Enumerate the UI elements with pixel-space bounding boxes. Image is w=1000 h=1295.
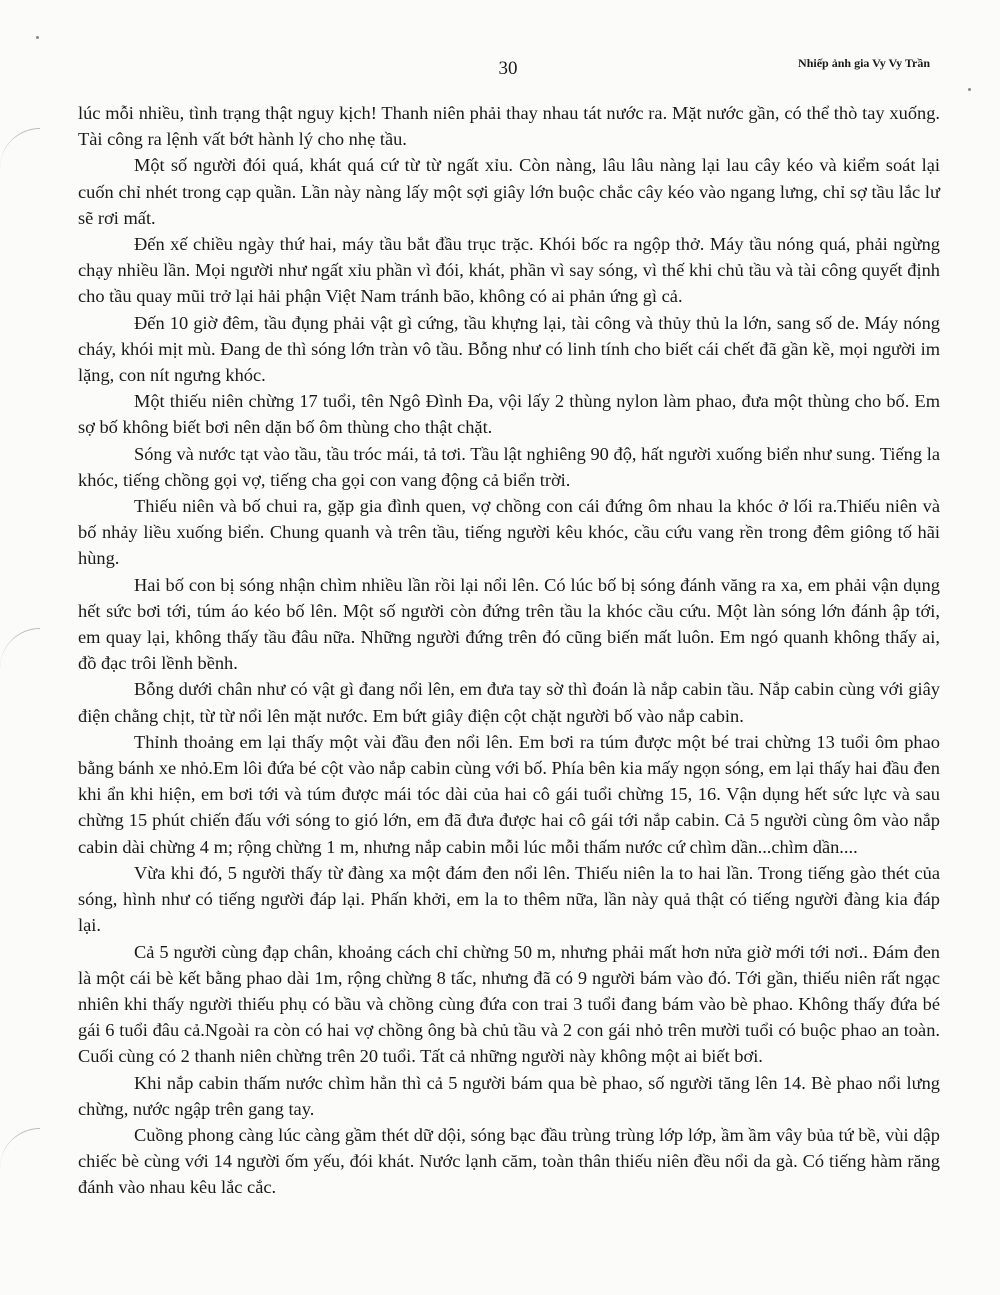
paragraph: Sóng và nước tạt vào tầu, tầu tróc mái, tả tơi. Tầu lật nghiêng 90 độ, hất người xuống biển như sung. Tiếng la khóc, tiếng chồng gọi vợ, tiếng cha gọi con vang động cả biển trời. bbox=[78, 443, 940, 490]
paragraph: Cả 5 người cùng đạp chân, khoảng cách chỉ chừng 50 m, nhưng phải mất hơn nửa giờ mới tới nơi.. Đám đen là một cái bè kết bằng phao dài 1m, rộng chừng 8 tấc, nhưng đã có 9 người bám vào đó. Tới gần, thiếu niên rất ngạc nhiên khi thấy người thiếu phụ có bầu và chồng cùng đứa con trai 3 tuổi đang bám vào bè phao. Không thấy đứa bé gái 6 tuổi đâu cả.Ngoài ra còn có hai vợ chồng ông bà chủ tầu và 2 con gái nhỏ trên mười tuổi có buộc phao an toàn. Cuối cùng có 2 thanh niên chừng trên 20 tuổi. Tất cả những người này không một ai biết bơi. bbox=[78, 941, 940, 1067]
paragraph: Đến 10 giờ đêm, tầu đụng phải vật gì cứng, tầu khựng lại, tài công và thủy thủ la lớn, sang số de. Máy nóng cháy, khói mịt mù. Đang de thì sóng lớn tràn vô tầu. Bỗng như có linh tính cho biết cái chết đã gần kề, mọi người im lặng, con nít ngưng khóc. bbox=[78, 312, 940, 386]
paragraph: Hai bố con bị sóng nhận chìm nhiều lần rồi lại nổi lên. Có lúc bố bị sóng đánh văng ra xa, em phải vận dụng hết sức bơi tới, túm áo kéo bố lên. Một số người còn đứng trên tầu la khóc cầu cứu. Một làn sóng lớn đánh ập tới, em quay lại, không thấy tầu đâu nữa. Những người đứng trên đó cũng biến mất luôn. Em ngó quanh không thấy ai, đồ đạc trôi lềnh bềnh. bbox=[78, 574, 940, 674]
paragraph: Khi nắp cabin thấm nước chìm hẳn thì cả 5 người bám qua bè phao, số người tăng lên 14. Bè phao nổi lưng chừng, nước ngập trên gang tay. bbox=[78, 1072, 940, 1119]
paragraph: Bỗng dưới chân như có vật gì đang nổi lên, em đưa tay sờ thì đoán là nắp cabin tầu. Nắp cabin cùng với giây điện chằng chịt, từ từ nổi lên mặt nước. Em bứt giây điện cột chặt người bố vào nắp cabin. bbox=[78, 679, 940, 726]
paragraph: Một số người đói quá, khát quá cứ từ từ ngất xỉu. Còn nàng, lâu lâu nàng lại lau cây kéo và kiểm soát lại cuốn chỉ nhét trong cạp quần. Lần này nàng lấy một sợi giây lớn buộc chắc cây kéo vào ngang lưng, chỉ sợ tầu lắc lư sẽ rơi mất. bbox=[78, 155, 940, 228]
punch-hole-mark-top bbox=[0, 128, 40, 169]
paragraph: Thỉnh thoảng em lại thấy một vài đầu đen nổi lên. Em bơi ra túm được một bé trai chừng 13 tuổi ôm phao bằng bánh xe nhỏ.Em lôi đứa bé cột vào nắp cabin cùng với bố. Phía bên kia mấy ngọn sóng, em lại thấy hai đầu đen khi ẩn khi hiện, em bơi tới và túm được mái tóc dài của hai cô gái tuổi chừng 15, 16. Vận dụng hết sức lực và sau chừng 15 phút chiến đấu với sóng to gió lớn, em đã đưa được hai cô gái tới nắp cabin. Cả 5 người cùng ôm vào nắp cabin dài chừng 4 m; rộng chừng 1 m, nhưng nắp cabin mỗi lúc mỗi thấm nước cứ chìm dần...chìm dần.... bbox=[78, 731, 940, 857]
running-head: Nhiếp ảnh gia Vy Vy Trần bbox=[798, 56, 930, 70]
paragraph: Đến xế chiều ngày thứ hai, máy tầu bắt đầu trục trặc. Khói bốc ra ngộp thở. Máy tầu nóng quá, phải ngừng chạy nhiều lần. Mọi người như ngất xỉu phần vì đói, khát, phần vì say sóng, vì thế khi chủ tầu và tài công quyết định cho tầu quay mũi trở lại hải phận Việt Nam tránh bão, không có ai phản ứng gì cả. bbox=[78, 234, 940, 307]
punch-hole-mark-bottom bbox=[0, 1128, 40, 1169]
paragraph: lúc mỗi nhiều, tình trạng thật nguy kịch! Thanh niên phải thay nhau tát nước ra. Mặt nước gần, có thể thò tay xuống. Tài công ra lệnh vất bớt hành lý cho nhẹ tầu. bbox=[78, 103, 940, 150]
punch-hole-mark-middle bbox=[0, 628, 40, 669]
body-text bbox=[78, 100, 940, 1201]
scan-speck bbox=[968, 88, 971, 91]
paragraph: Thiếu niên và bố chui ra, gặp gia đình quen, vợ chồng con cái đứng ôm nhau la khóc ở lối ra.Thiếu niên và bố nhảy liều xuống biển. Chung quanh và trên tầu, tiếng người kêu khóc, cầu cứu vang rền trong đêm giông tố hãi hùng. bbox=[78, 496, 940, 569]
page-number: 30 bbox=[498, 58, 518, 79]
scan-speck bbox=[36, 36, 39, 39]
paragraph: Một thiếu niên chừng 17 tuổi, tên Ngô Đình Đa, vội lấy 2 thùng nylon làm phao, đưa một thùng cho bố. Em sợ bố không biết bơi nên dặn bố ôm thùng cho thật chặt. bbox=[78, 391, 940, 438]
paragraph: Cuồng phong càng lúc càng gầm thét dữ dội, sóng bạc đầu trùng trùng lớp lớp, ầm ầm vây bủa tứ bề, vùi dập chiếc bè cùng với 14 người ốm yếu, đói khát. Nước lạnh căm, toàn thân thiếu niên đều nổi da gà. Có tiếng hàm răng đánh vào nhau kêu lắc cắc. bbox=[78, 1124, 940, 1198]
paragraph: Vừa khi đó, 5 người thấy từ đàng xa một đám đen nổi lên. Thiếu niên la to hai lần. Trong tiếng gào thét của sóng, hình như có tiếng người đáp lại. Phấn khởi, em la to thêm nữa, lần này quả thật có tiếng người đàng kia đáp lại. bbox=[78, 862, 940, 936]
